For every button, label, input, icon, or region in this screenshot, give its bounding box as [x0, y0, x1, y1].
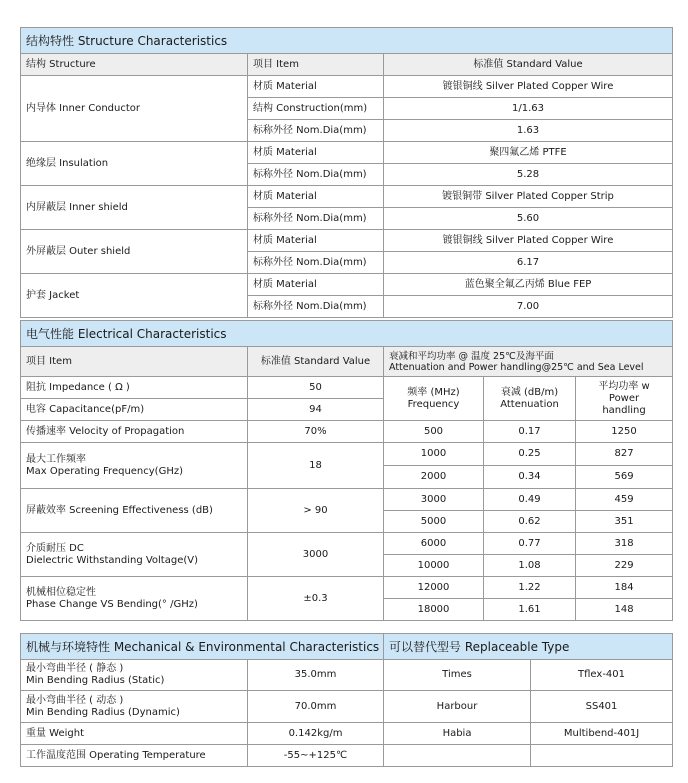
subheader-frequency-en: Frequency	[407, 398, 460, 410]
row-item: 标称外径 Nom.Dia(mm)	[248, 120, 384, 142]
table-row	[21, 691, 673, 723]
param-item-cn: 机械相位稳定性	[26, 586, 96, 598]
atten-power: 351	[576, 511, 673, 533]
param-item-en: Dielectric Withstanding Voltage(V)	[26, 554, 198, 566]
jacket-label: 护套 Jacket	[21, 274, 248, 318]
row-value: 1.63	[384, 120, 673, 142]
mech-item-cn: 最小弯曲半径 ( 静态 )	[26, 663, 124, 674]
row-item: 材质 Material	[248, 76, 384, 98]
replace-brand: Times	[384, 660, 531, 691]
table-row	[21, 76, 673, 98]
atten-power: 148	[576, 599, 673, 621]
replace-model: SS401	[531, 691, 673, 723]
row-value: 6.17	[384, 252, 673, 274]
param-item: 阻抗 Impedance ( Ω )	[21, 377, 248, 399]
atten-value: 0.49	[484, 489, 576, 511]
atten-freq: 1000	[384, 443, 484, 466]
header-standard-value: 标准值 Standard Value	[384, 54, 673, 76]
row-value: 镀银铜线 Silver Plated Copper Wire	[384, 76, 673, 98]
param-item: 电容 Capacitance(pF/m)	[21, 399, 248, 421]
electrical-title: 电气性能 Electrical Characteristics	[21, 321, 673, 347]
mech-item	[21, 660, 248, 691]
table-header-row	[21, 347, 673, 377]
mech-item-en: Min Bending Radius (Static)	[26, 675, 165, 686]
atten-freq: 500	[384, 421, 484, 443]
row-item: 标称外径 Nom.Dia(mm)	[248, 296, 384, 318]
param-item	[21, 533, 248, 577]
table-row	[21, 142, 673, 164]
table-row	[21, 443, 673, 466]
row-value: 聚四氟乙烯 PTFE	[384, 142, 673, 164]
row-value: 蓝色聚全氟乙丙烯 Blue FEP	[384, 274, 673, 296]
atten-value: 0.62	[484, 511, 576, 533]
header-structure: 结构 Structure	[21, 54, 248, 76]
param-item-cn: 最大工作频率	[26, 453, 86, 465]
mech-value: 0.142kg/m	[248, 723, 384, 745]
inner-conductor-label: 内导体 Inner Conductor	[21, 76, 248, 142]
mech-item-en: Min Bending Radius (Dynamic)	[26, 706, 180, 718]
row-item: 标称外径 Nom.Dia(mm)	[248, 164, 384, 186]
atten-value: 1.61	[484, 599, 576, 621]
table-row	[21, 533, 673, 555]
atten-freq: 5000	[384, 511, 484, 533]
param-value: 3000	[248, 533, 384, 577]
table-row	[21, 377, 673, 399]
param-item-en: Max Operating Frequency(GHz)	[26, 465, 184, 477]
atten-power: 318	[576, 533, 673, 555]
inner-shield-label: 内屏蔽层 Inner shield	[21, 186, 248, 230]
row-value: 镀银铜线 Silver Plated Copper Wire	[384, 230, 673, 252]
atten-power: 569	[576, 466, 673, 489]
table-row	[21, 660, 673, 691]
row-value: 7.00	[384, 296, 673, 318]
table-header-row	[21, 54, 673, 76]
mechanical-table	[20, 633, 673, 767]
atten-freq: 6000	[384, 533, 484, 555]
param-item-en: Phase Change VS Bending(° /GHz)	[26, 598, 198, 610]
subheader-attenuation-en: Attenuation	[500, 398, 559, 410]
mech-value: 70.0mm	[248, 691, 384, 723]
param-value: 18	[248, 443, 384, 489]
row-value: 1/1.63	[384, 98, 673, 120]
subheader-frequency	[384, 377, 484, 421]
atten-value: 0.25	[484, 443, 576, 466]
mechanical-title: 机械与环境特性 Mechanical & Environmental Characteristics	[21, 634, 384, 660]
row-item: 标称外径 Nom.Dia(mm)	[248, 208, 384, 230]
section-header	[21, 634, 673, 660]
table-row	[21, 274, 673, 296]
subheader-power-en: Power	[608, 392, 640, 404]
row-value: 5.60	[384, 208, 673, 230]
atten-value: 1.22	[484, 577, 576, 599]
atten-power: 827	[576, 443, 673, 466]
table-row	[21, 577, 673, 599]
row-value: 5.28	[384, 164, 673, 186]
structure-table	[20, 27, 673, 318]
header-attenuation-cn: 衰减和平均功率 @ 温度 25℃及海平面	[389, 350, 554, 362]
table-row	[21, 230, 673, 252]
param-item	[21, 443, 248, 489]
outer-shield-label: 外屏蔽层 Outer shield	[21, 230, 248, 274]
atten-value: 0.77	[484, 533, 576, 555]
atten-freq: 2000	[384, 466, 484, 489]
row-value: 镀银铜带 Silver Plated Copper Strip	[384, 186, 673, 208]
insulation-label: 绝缘层 Insulation	[21, 142, 248, 186]
mech-item: 工作温度范围 Operating Temperature	[21, 745, 248, 767]
replace-model	[531, 745, 673, 767]
atten-value: 0.34	[484, 466, 576, 489]
atten-freq: 18000	[384, 599, 484, 621]
mech-value: 35.0mm	[248, 660, 384, 691]
replace-model: Tflex-401	[531, 660, 673, 691]
param-item	[21, 577, 248, 621]
table-row	[21, 186, 673, 208]
param-value: 50	[248, 377, 384, 399]
row-item: 材质 Material	[248, 230, 384, 252]
subheader-power-en-2: handling	[602, 404, 646, 416]
atten-power: 1250	[576, 421, 673, 443]
table-row	[21, 745, 673, 767]
mech-value: -55~+125℃	[248, 745, 384, 767]
section-header	[21, 321, 673, 347]
replace-brand: Harbour	[384, 691, 531, 723]
param-value: 94	[248, 399, 384, 421]
row-item: 材质 Material	[248, 274, 384, 296]
subheader-attenuation-cn: 衰减 (dB/m)	[500, 386, 559, 398]
atten-freq: 12000	[384, 577, 484, 599]
replace-brand: Habia	[384, 723, 531, 745]
row-item: 材质 Material	[248, 142, 384, 164]
param-value: 70%	[248, 421, 384, 443]
subheader-attenuation	[484, 377, 576, 421]
header-attenuation	[384, 347, 673, 377]
param-item: 传播速率 Velocity of Propagation	[21, 421, 248, 443]
header-standard-value: 标准值 Standard Value	[248, 347, 384, 377]
row-item: 标称外径 Nom.Dia(mm)	[248, 252, 384, 274]
replace-model: Multibend-401J	[531, 723, 673, 745]
replaceable-title: 可以替代型号 Replaceable Type	[384, 634, 673, 660]
subheader-frequency-cn: 频率 (MHz)	[407, 386, 460, 398]
table-row	[21, 489, 673, 511]
atten-value: 0.17	[484, 421, 576, 443]
row-item: 结构 Construction(mm)	[248, 98, 384, 120]
header-item: 项目 Item	[248, 54, 384, 76]
mech-item	[21, 691, 248, 723]
table-row	[21, 421, 673, 443]
electrical-table	[20, 320, 673, 621]
param-value: ±0.3	[248, 577, 384, 621]
structure-title: 结构特性 Structure Characteristics	[21, 28, 673, 54]
section-header	[21, 28, 673, 54]
atten-value: 1.08	[484, 555, 576, 577]
row-item: 材质 Material	[248, 186, 384, 208]
replace-brand	[384, 745, 531, 767]
table-row	[21, 723, 673, 745]
param-value: > 90	[248, 489, 384, 533]
atten-power: 459	[576, 489, 673, 511]
subheader-power	[576, 377, 673, 421]
mech-item: 重量 Weight	[21, 723, 248, 745]
param-item-cn: 介质耐压 DC	[26, 542, 84, 554]
subheader-power-cn: 平均功率 w	[598, 380, 650, 392]
header-attenuation-en: Attenuation and Power handling@25℃ and Sea Level	[389, 361, 644, 373]
mech-item-cn: 最小弯曲半径 ( 动态 )	[26, 694, 124, 706]
atten-power: 184	[576, 577, 673, 599]
atten-power: 229	[576, 555, 673, 577]
param-item: 屏蔽效率 Screening Effectiveness (dB)	[21, 489, 248, 533]
atten-freq: 10000	[384, 555, 484, 577]
header-item: 项目 Item	[21, 347, 248, 377]
atten-freq: 3000	[384, 489, 484, 511]
